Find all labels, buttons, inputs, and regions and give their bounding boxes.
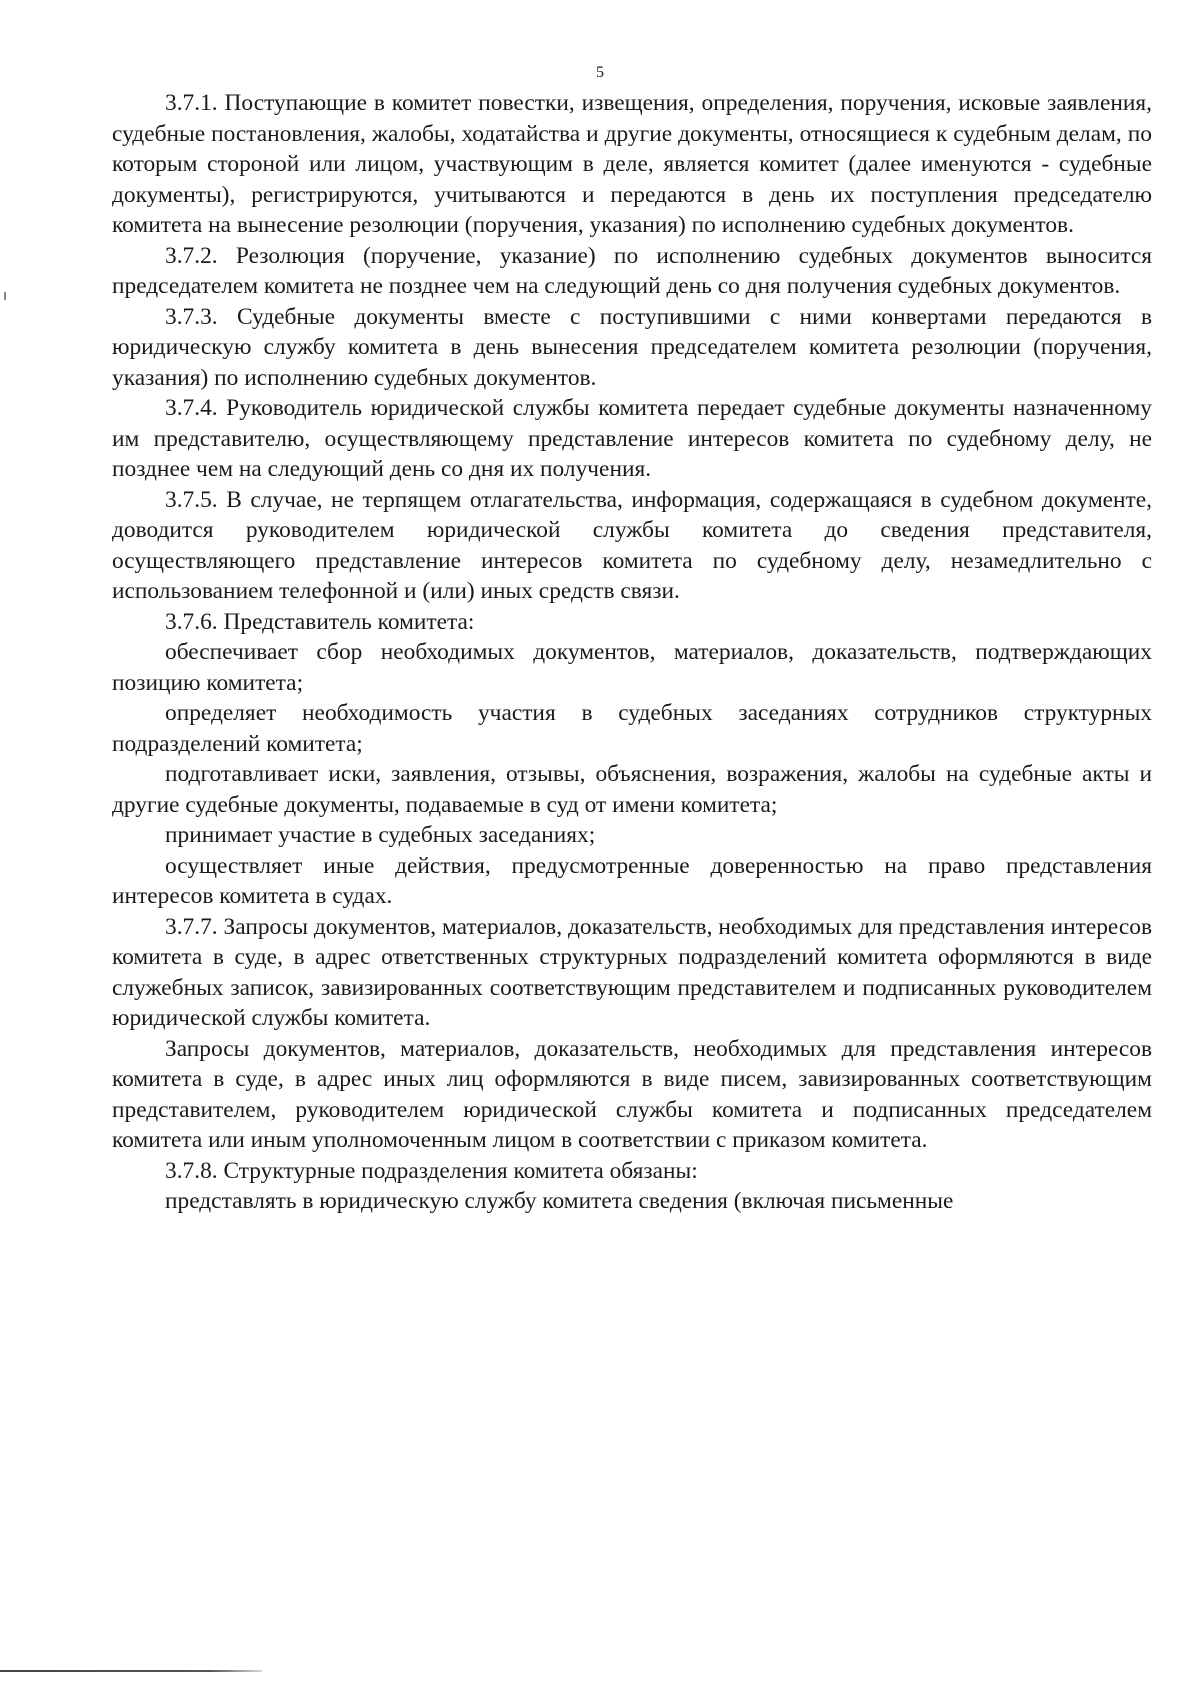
paragraph-3-7-7-continued: Запросы документов, материалов, доказательств, необходимых для представления интересов комитета в суде, в адрес иных лиц оформляются в виде писем, завизированных соответствующим представителем, руководителем юридической службы комитета и подписанных председателем комитета или иным уполномоченным лицом в соответствии с приказом комитета.: [112, 1035, 1152, 1153]
list-item-duty-4: принимает участие в судебных заседаниях;: [165, 822, 596, 848]
list-item-duty-2: определяет необходимость участия в судебных заседаниях сотрудников структурных подразделений комитета;: [112, 700, 1152, 757]
paragraph-3-7-8-item: представлять в юридическую службу комитета сведения (включая письменные: [165, 1188, 954, 1214]
list-item-duty-1: обеспечивает сбор необходимых документов, материалов, доказательств, подтверждающих позицию комитета;: [112, 639, 1152, 696]
margin-mark: [4, 292, 6, 300]
footer-rule: [0, 1670, 262, 1672]
paragraph-3-7-2: 3.7.2. Резолюция (поручение, указание) по исполнению судебных документов выносится председателем комитета не позднее чем на следующий день со дня получения судебных документов.: [112, 242, 1152, 299]
paragraph-3-7-6: 3.7.6. Представитель комитета:: [165, 608, 475, 635]
page-number: 5: [596, 64, 604, 81]
paragraph-3-7-4: 3.7.4. Руководитель юридической службы комитета передает судебные документы назначенному им представителю, осуществляющему представление интересов комитета по судебному делу, не позднее чем на следующий день со дня их получения.: [112, 395, 1152, 482]
paragraph-3-7-1: 3.7.1. Поступающие в комитет повестки, извещения, определения, поручения, исковые заявления, судебные постановления, жалобы, ходатайства и другие документы, относящиеся к судебным делам, по которым стороной или лицом, участвующим в деле, является комитет (далее именуются - судебные документы), регистрируются, учитываются и передаются в день их поступления председателю комитета на вынесение резолюции (поручения, указания) по исполнению судебных документов.: [112, 90, 1152, 238]
paragraph-3-7-8: 3.7.8. Структурные подразделения комитета обязаны:: [165, 1157, 698, 1184]
document-body: [112, 88, 1152, 1217]
paragraph-3-7-5: 3.7.5. В случае, не терпящем отлагательства, информация, содержащаяся в судебном документе, доводится руководителем юридической службы комитета до сведения представителя, осуществляющего представление интересов комитета по судебному делу, незамедлительно с использованием телефонной и (или) иных средств связи.: [112, 486, 1152, 604]
paragraph-3-7-7: 3.7.7. Запросы документов, материалов, доказательств, необходимых для представления интересов комитета в суде, в адрес ответственных структурных подразделений комитета оформляются в виде служебных записок, завизированных соответствующим представителем и подписанных руководителем юридической службы комитета.: [112, 913, 1152, 1031]
list-item-duty-5: осуществляет иные действия, предусмотренные доверенностью на право представления интересов комитета в судах.: [112, 852, 1152, 909]
paragraph-3-7-3: 3.7.3. Судебные документы вместе с поступившими с ними конвертами передаются в юридическую службу комитета в день вынесения председателем комитета резолюции (поручения, указания) по исполнению судебных документов.: [112, 303, 1152, 391]
list-item-duty-3: подготавливает иски, заявления, отзывы, объяснения, возражения, жалобы на судебные акты и другие судебные документы, подаваемые в суд от имени комитета;: [112, 761, 1152, 818]
